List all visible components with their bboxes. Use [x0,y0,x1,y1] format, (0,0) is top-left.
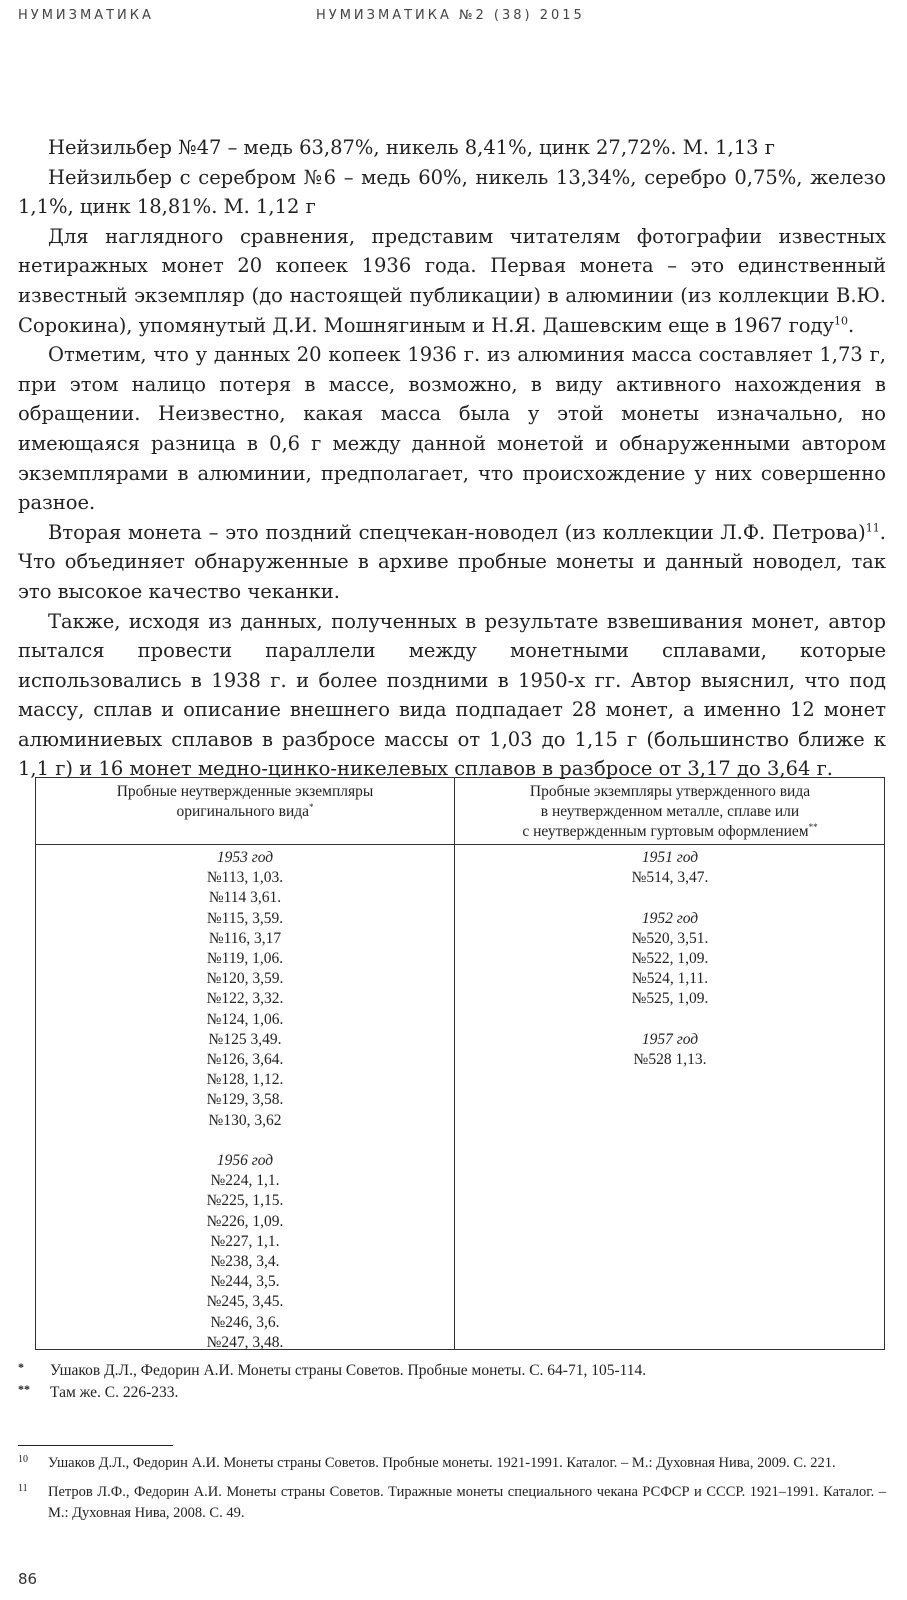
coin-entry: №115, 3,59. [206,909,284,927]
year-label: 1957 год [641,1030,699,1048]
group-gap [455,888,885,908]
coin-entry: №122, 3,32. [206,990,284,1008]
table-column-original [36,848,454,1353]
table-column-approved [455,848,885,1070]
coin-entry: №244, 3,5. [210,1273,280,1291]
header-line: Пробные экземпляры утвержденного вида [529,783,811,800]
footnotes [18,1453,886,1532]
paragraph-1: Нейзильбер №47 – медь 63,87%, никель 8,41%, цинк 27,72%. М. 1,13 г [48,136,775,159]
header-line: в неутвержденном металле, сплаве или [540,803,800,820]
article-body [18,133,886,784]
paragraph-3-text: Для наглядного сравнения, представим читателям фотографии известных нетиражных монет 20 копеек 1936 года. Первая монета – это единственный известный экземпляр (до настоящей публикации) в алюминии (из коллекции В.Ю. Сорокина), упомянутый Д.И. Мошнягиным и Н.Я. Дашевским еще в 1967 году [18,224,886,337]
paragraph-5-text: Вторая монета – это поздний спецчекан-новодел (из коллекции Л.Ф. Петрова) [48,520,866,544]
note-marker: ** [808,821,818,832]
coin-entry: №227, 1,1. [210,1232,280,1250]
coin-entry: №524, 1,11. [631,970,709,988]
coin-entry: №238, 3,4. [210,1253,280,1271]
table-note [18,1360,886,1382]
table-header-divider [36,844,884,845]
footnote-ref-11[interactable]: 11 [865,521,880,535]
paragraph-3-end: . [848,313,855,337]
coin-entry: №514, 3,47. [631,869,709,887]
header-section-title: НУМИЗМАТИКА [18,8,154,23]
table-note-text: Там же. С. 226-233. [50,1384,179,1401]
footnote-rule [18,1445,173,1446]
header-line: оригинального вида* [176,801,314,820]
coin-entry: №245, 3,45. [206,1293,284,1311]
paragraph-5-end: . Что объединяет обнаруженные в архиве пробные монеты и данный новодел, так это высокое качество чеканки. [18,520,886,603]
header-line: с неутвержденным гуртовым оформлением** [522,821,818,840]
footnote-number: 11 [18,1483,28,1494]
coin-entry: №125 3,49. [208,1030,282,1048]
coin-entry: №528 1,13. [633,1051,707,1068]
coin-entry: №120, 3,59. [206,970,284,988]
group-gap [455,1010,885,1030]
table-note [18,1382,886,1404]
table-header-approved [455,782,885,842]
footnote-ref-10[interactable]: 10 [834,314,849,328]
paragraph-4: Отметим, что у данных 20 копеек 1936 г. из алюминия масса составляет 1,73 г, при этом налицо потеря в массе, возможно, в виду активного нахождения в обращении. Неизвестно, какая масса была у этой монеты изначально, но имеющаяся разница в 0,6 г между данной монетой и обнаруженными автором экземплярами в алюминии, предполагает, что происхождение у них совершенно разное. [18,343,886,515]
year-label: 1951 год [641,849,699,866]
paragraph-6: Также, исходя из данных, полученных в результате взвешивания монет, автор пытался провести параллели между монетными сплавами, которые использовались в 1938 г. и более поздними в 1950-х гг. Автор выяснил, что под массу, сплав и описание внешнего вида подпадает 28 монет, а именно 12 монет алюминиевых сплавов в разбросе массы от 1,03 до 1,15 г (большинство ближе к 1,1 г) и 16 монет медно-цинко-никелевых сплавов в разбросе от 3,17 до 3,64 г. [18,609,886,781]
footnote-number: 10 [18,1454,28,1465]
coin-entry: №128, 1,12. [206,1071,284,1089]
footnote [18,1453,886,1474]
coin-entry: №520, 3,51. [631,929,709,947]
note-marker: * [309,801,314,812]
header-line: Пробные неутвержденные экземпляры [116,783,374,800]
year-label: 1953 год [216,849,274,866]
paragraph-5 [18,518,886,607]
coin-entry: №126, 3,64. [206,1051,284,1069]
coin-entry: №525, 1,09. [631,990,709,1008]
paragraph-2: Нейзильбер с серебром №6 – медь 60%, никель 13,34%, серебро 0,75%, железо 1,1%, цинк 18,81%. М. 1,12 г [18,165,886,219]
coin-entry: №113, 1,03. [206,869,284,887]
coin-entry: №246, 3,6. [210,1313,280,1331]
paragraph-3 [18,222,886,340]
table-note-text: Ушаков Д.Л., Федорин А.И. Монеты страны Советов. Пробные монеты. С. 64-71, 105-114. [50,1362,647,1379]
coin-entry: №130, 3,62 [208,1111,282,1129]
coin-entry: №225, 1,15. [206,1192,284,1210]
page-number: 86 [18,1570,38,1588]
footnote-text: Ушаков Д.Л., Федорин А.И. Монеты страны Советов. Пробные монеты. 1921-1991. Каталог. – М.: Духовная Нива, 2009. С. 221. [48,1455,836,1471]
coin-entry: №124, 1,06. [206,1010,284,1028]
table-header-original [36,782,454,822]
coin-entry: №522, 1,09. [631,950,709,967]
coin-entry: №247, 3,48. [206,1333,284,1351]
coin-entry: №119, 1,06. [206,950,284,968]
group-gap [36,1131,454,1151]
table-note-mark: * [18,1360,24,1374]
coin-entry: №226, 1,09. [206,1212,284,1230]
year-label: 1952 год [641,909,699,927]
footnote [18,1482,886,1524]
coin-entry: №224, 1,1. [210,1172,280,1190]
year-label: 1956 год [216,1152,274,1170]
coin-table [35,777,885,1350]
table-note-mark: ** [18,1382,30,1396]
coin-entry: №116, 3,17 [208,929,282,947]
coin-entry: №114 3,61. [208,889,282,907]
footnote-text: Петров Л.Ф., Федорин А.И. Монеты страны Советов. Тиражные монеты специального чекана РСФСР и СССР. 1921–1991. Каталог. – М.: Духовная Нива, 2008. С. 49. [48,1484,886,1521]
coin-entry: №129, 3,58. [206,1091,284,1109]
table-notes [18,1360,886,1404]
header-issue-title: НУМИЗМАТИКА №2 (38) 2015 [316,8,585,23]
